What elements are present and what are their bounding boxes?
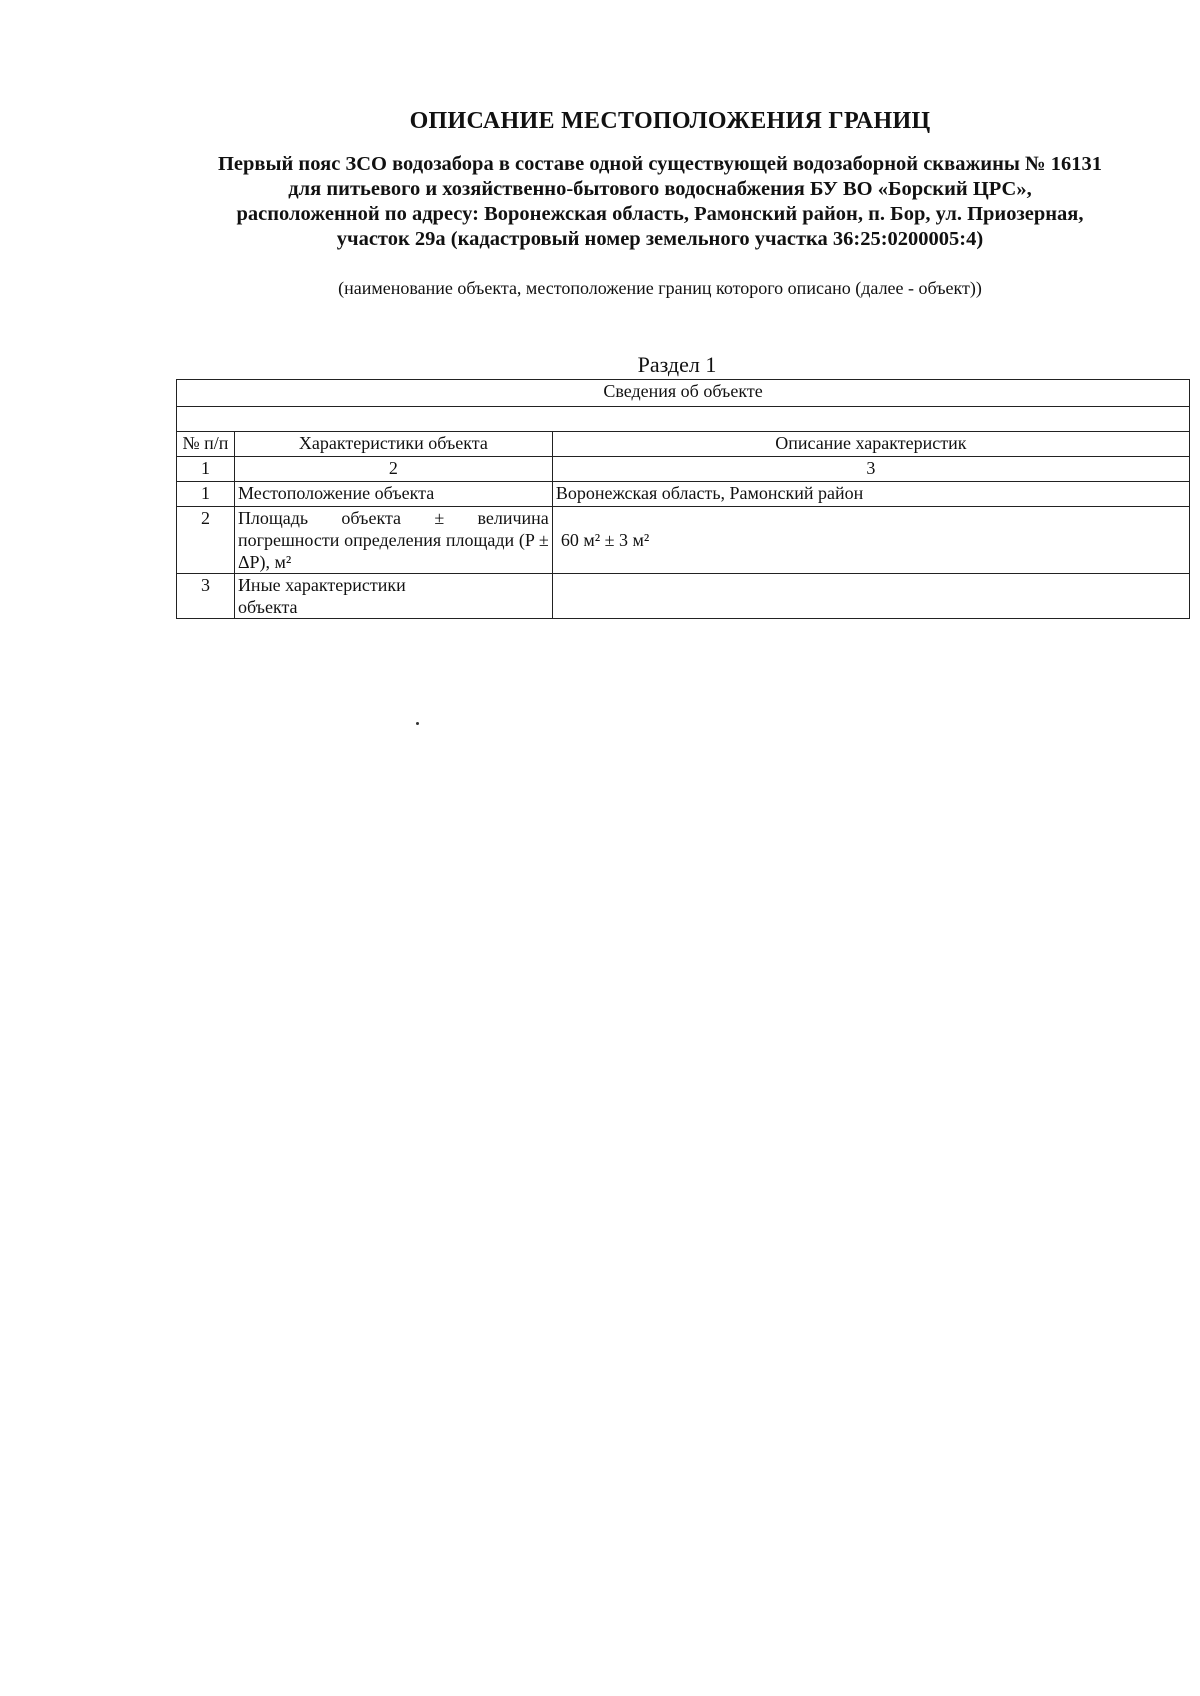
row-characteristic: Иные характеристики объекта bbox=[234, 574, 552, 619]
row-description bbox=[552, 574, 1189, 619]
stray-mark bbox=[416, 722, 419, 725]
table-header-row bbox=[177, 432, 1190, 457]
column-number-1: 1 bbox=[177, 457, 235, 482]
column-number-3: 3 bbox=[552, 457, 1189, 482]
column-number-2: 2 bbox=[234, 457, 552, 482]
header-num: № п/п bbox=[177, 432, 235, 457]
object-name-block bbox=[170, 152, 1150, 252]
table-row bbox=[177, 482, 1190, 507]
row-num: 3 bbox=[177, 574, 235, 619]
row-description: Воронежская область, Рамонский район bbox=[552, 482, 1189, 507]
table-row bbox=[177, 507, 1190, 574]
row-num: 1 bbox=[177, 482, 235, 507]
object-info-table bbox=[176, 379, 1190, 619]
object-caption: (наименование объекта, местоположение границ которого описано (далее - объект)) bbox=[338, 278, 982, 298]
header-characteristic: Характеристики объекта bbox=[234, 432, 552, 457]
table-row bbox=[177, 574, 1190, 619]
row-description: 60 м² ± 3 м² bbox=[552, 507, 1189, 574]
object-name-line-1: Первый пояс ЗСО водозабора в составе одной существующей водозаборной скважины № 16131 bbox=[217, 153, 1103, 175]
row-characteristic: Площадь объекта ± величина погрешности определения площади (P ± ΔP), м² bbox=[234, 507, 552, 574]
document-title: ОПИСАНИЕ МЕСТОПОЛОЖЕНИЯ ГРАНИЦ bbox=[409, 108, 931, 134]
column-number-row bbox=[177, 457, 1190, 482]
object-name-line-4: участок 29а (кадастровый номер земельного участка 36:25:0200005:4) bbox=[336, 228, 984, 250]
table-empty-row bbox=[177, 407, 1190, 432]
object-name-line-3: расположенной по адресу: Воронежская область, Рамонский район, п. Бор, ул. Приозерная, bbox=[236, 203, 1084, 225]
row-num: 2 bbox=[177, 507, 235, 574]
row-characteristic: Местоположение объекта bbox=[234, 482, 552, 507]
section-label: Раздел 1 bbox=[637, 352, 717, 377]
table-heading: Сведения об объекте bbox=[177, 380, 1190, 407]
header-description: Описание характеристик bbox=[552, 432, 1189, 457]
object-name-line-2: для питьевого и хозяйственно-бытового водоснабжения БУ ВО «Борский ЦРС», bbox=[288, 178, 1032, 200]
